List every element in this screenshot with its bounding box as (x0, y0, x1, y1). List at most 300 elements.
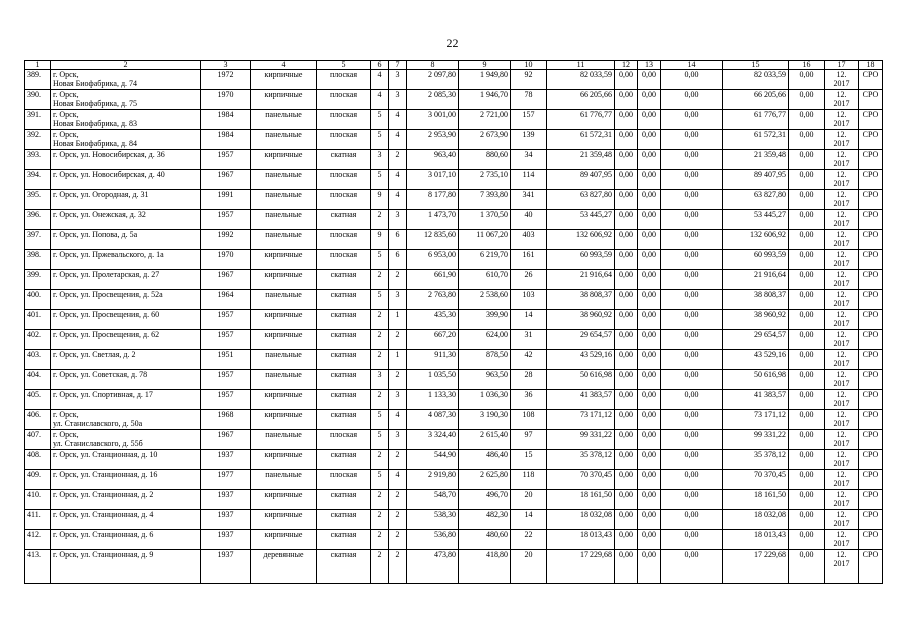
row-number-cell: 410. (25, 490, 51, 510)
row-number-cell: 405. (25, 390, 51, 410)
total-area-cell: 2 953,90 (407, 130, 459, 150)
header-row (25, 61, 883, 70)
residents-cell: 40 (511, 210, 547, 230)
value-cell: 0,00 (615, 230, 638, 250)
roof-type-cell: скатная (317, 310, 371, 330)
residents-cell: 20 (511, 490, 547, 510)
address-cell-line: г. Орск, ул. Светлая, д. 2 (53, 350, 136, 359)
address-cell-line: г. Орск, ул. Станционная, д. 16 (53, 470, 158, 479)
value-cell: 0,00 (638, 110, 661, 130)
deadline-cell-line: 2017 (833, 119, 850, 128)
living-area-cell: 496,70 (459, 490, 511, 510)
year-cell: 1967 (201, 430, 251, 450)
address-cell-line: ул. Станиславского, д. 50а (53, 419, 143, 428)
entrances-cell: 4 (389, 110, 407, 130)
address-cell (51, 230, 201, 250)
value-cell: 0,00 (789, 150, 825, 170)
total-cost-cell: 61 776,77 (547, 110, 615, 130)
row-number-cell: 403. (25, 350, 51, 370)
header-cell: 17 (825, 61, 859, 70)
address-cell-line: Новая Биофабрика, д. 83 (53, 119, 138, 128)
deadline-cell-line: 12. (836, 350, 847, 359)
year-cell: 1970 (201, 250, 251, 270)
entrances-cell: 3 (389, 430, 407, 450)
table-row (25, 530, 883, 550)
value-cell: 0,00 (615, 470, 638, 490)
table-row (25, 170, 883, 190)
living-area-cell: 2 615,40 (459, 430, 511, 450)
value-cell: 0,00 (789, 410, 825, 430)
table-row (25, 110, 883, 130)
value-cell: 0,00 (638, 210, 661, 230)
address-cell-line: г. Орск, ул. Просвещения, д. 62 (53, 330, 160, 339)
value-cell: 0,00 (615, 250, 638, 270)
source-cell: СРО (859, 530, 883, 550)
source-cell: СРО (859, 190, 883, 210)
floors-cell: 2 (371, 530, 389, 550)
floors-cell: 2 (371, 350, 389, 370)
floors-cell: 3 (371, 370, 389, 390)
address-cell-line: г. Орск, ул. Советская, д. 78 (53, 370, 148, 379)
fund-cost-cell: 89 407,95 (723, 170, 789, 190)
deadline-cell (825, 110, 859, 130)
value-cell: 0,00 (789, 250, 825, 270)
address-cell (51, 490, 201, 510)
fund-cost-cell: 35 378,12 (723, 450, 789, 470)
address-cell (51, 470, 201, 490)
deadline-cell-line: 2017 (833, 139, 850, 148)
entrances-cell: 4 (389, 410, 407, 430)
value-cell: 0,00 (615, 310, 638, 330)
address-cell-line: г. Орск, ул. Просвещения, д. 52а (53, 290, 163, 299)
living-area-cell: 624,00 (459, 330, 511, 350)
page-number: 22 (446, 36, 459, 50)
address-cell (51, 170, 201, 190)
header-cell: 4 (251, 61, 317, 70)
value-cell: 0,00 (661, 350, 723, 370)
living-area-cell: 482,30 (459, 510, 511, 530)
total-area-cell: 3 324,40 (407, 430, 459, 450)
wall-material-cell: кирпичные (251, 390, 317, 410)
living-area-cell: 2 735,10 (459, 170, 511, 190)
wall-material-cell: панельные (251, 230, 317, 250)
deadline-cell (825, 290, 859, 310)
total-area-cell: 538,30 (407, 510, 459, 530)
total-cost-cell: 38 808,37 (547, 290, 615, 310)
row-number-cell: 412. (25, 530, 51, 550)
value-cell: 0,00 (789, 230, 825, 250)
value-cell: 0,00 (615, 410, 638, 430)
address-cell (51, 130, 201, 150)
entrances-cell: 2 (389, 490, 407, 510)
address-cell-line: г. Орск, ул. Новосибирская, д. 40 (53, 170, 165, 179)
value-cell: 0,00 (615, 430, 638, 450)
value-cell: 0,00 (661, 370, 723, 390)
floors-cell: 5 (371, 430, 389, 450)
year-cell: 1977 (201, 470, 251, 490)
wall-material-cell: кирпичные (251, 270, 317, 290)
value-cell: 0,00 (789, 510, 825, 530)
address-cell-line: г. Орск, ул. Новосибирская, д. 36 (53, 150, 165, 159)
table-row (25, 310, 883, 330)
value-cell: 0,00 (661, 170, 723, 190)
year-cell: 1957 (201, 330, 251, 350)
address-cell-line: г. Орск, ул. Онежская, д. 32 (53, 210, 146, 219)
total-area-cell: 2 085,30 (407, 90, 459, 110)
fund-cost-cell: 60 993,59 (723, 250, 789, 270)
fund-cost-cell: 61 572,31 (723, 130, 789, 150)
total-area-cell: 2 763,80 (407, 290, 459, 310)
floors-cell: 2 (371, 390, 389, 410)
residents-cell: 14 (511, 510, 547, 530)
deadline-cell (825, 490, 859, 510)
address-cell-line: г. Орск, (53, 70, 79, 79)
floors-cell: 5 (371, 130, 389, 150)
value-cell: 0,00 (615, 490, 638, 510)
table-row (25, 90, 883, 110)
table-row (25, 130, 883, 150)
living-area-cell: 480,60 (459, 530, 511, 550)
deadline-cell-line: 12. (836, 330, 847, 339)
residents-cell: 14 (511, 310, 547, 330)
address-cell-line: г. Орск, (53, 430, 79, 439)
roof-type-cell: плоская (317, 190, 371, 210)
entrances-cell: 1 (389, 350, 407, 370)
deadline-cell-line: 2017 (833, 279, 850, 288)
entrances-cell: 3 (389, 210, 407, 230)
deadline-cell-line: 2017 (833, 459, 850, 468)
value-cell: 0,00 (661, 250, 723, 270)
row-number-cell: 392. (25, 130, 51, 150)
value-cell: 0,00 (638, 530, 661, 550)
living-area-cell: 486,40 (459, 450, 511, 470)
value-cell: 0,00 (789, 470, 825, 490)
address-cell-line: Новая Биофабрика, д. 75 (53, 99, 138, 108)
address-cell-line: Новая Биофабрика, д. 74 (53, 79, 138, 88)
residents-cell: 34 (511, 150, 547, 170)
address-cell-line: г. Орск, ул. Спортивная, д. 17 (53, 390, 153, 399)
value-cell: 0,00 (615, 210, 638, 230)
total-area-cell: 3 001,00 (407, 110, 459, 130)
header-cell: 1 (25, 61, 51, 70)
roof-type-cell: плоская (317, 470, 371, 490)
source-cell: СРО (859, 210, 883, 230)
entrances-cell: 2 (389, 530, 407, 550)
address-cell-line: Новая Биофабрика, д. 84 (53, 139, 138, 148)
deadline-cell-line: 12. (836, 130, 847, 139)
floors-cell: 2 (371, 270, 389, 290)
value-cell: 0,00 (789, 70, 825, 90)
header-cell: 9 (459, 61, 511, 70)
roof-type-cell: плоская (317, 130, 371, 150)
value-cell: 0,00 (661, 510, 723, 530)
deadline-cell-line: 2017 (833, 499, 850, 508)
deadline-cell-line: 12. (836, 90, 847, 99)
entrances-cell: 2 (389, 330, 407, 350)
source-cell: СРО (859, 550, 883, 584)
floors-cell: 5 (371, 470, 389, 490)
year-cell: 1968 (201, 410, 251, 430)
total-cost-cell: 18 161,50 (547, 490, 615, 510)
header-cell: 8 (407, 61, 459, 70)
value-cell: 0,00 (638, 230, 661, 250)
value-cell: 0,00 (615, 370, 638, 390)
floors-cell: 5 (371, 110, 389, 130)
living-area-cell: 1 946,70 (459, 90, 511, 110)
value-cell: 0,00 (661, 310, 723, 330)
total-cost-cell: 17 229,68 (547, 550, 615, 584)
address-cell-line: г. Орск, ул. Станционная, д. 9 (53, 550, 154, 559)
value-cell: 0,00 (615, 550, 638, 584)
year-cell: 1937 (201, 550, 251, 584)
value-cell: 0,00 (789, 170, 825, 190)
total-area-cell: 435,30 (407, 310, 459, 330)
living-area-cell: 880,60 (459, 150, 511, 170)
value-cell: 0,00 (661, 230, 723, 250)
table-row (25, 190, 883, 210)
address-cell (51, 450, 201, 470)
deadline-cell (825, 70, 859, 90)
residents-cell: 161 (511, 250, 547, 270)
row-number-cell: 399. (25, 270, 51, 290)
header-cell: 11 (547, 61, 615, 70)
deadline-cell-line: 2017 (833, 159, 850, 168)
value-cell: 0,00 (638, 490, 661, 510)
residents-cell: 26 (511, 270, 547, 290)
roof-type-cell: скатная (317, 350, 371, 370)
fund-cost-cell: 21 916,64 (723, 270, 789, 290)
fund-cost-cell: 21 359,48 (723, 150, 789, 170)
residents-cell: 403 (511, 230, 547, 250)
value-cell: 0,00 (638, 550, 661, 584)
deadline-cell (825, 410, 859, 430)
header-cell: 10 (511, 61, 547, 70)
year-cell: 1957 (201, 150, 251, 170)
deadline-cell-line: 2017 (833, 179, 850, 188)
value-cell: 0,00 (615, 270, 638, 290)
wall-material-cell: панельные (251, 470, 317, 490)
deadline-cell-line: 2017 (833, 319, 850, 328)
deadline-cell-line: 12. (836, 190, 847, 199)
deadline-cell-line: 2017 (833, 559, 850, 568)
deadline-cell-line: 2017 (833, 379, 850, 388)
header-cell: 6 (371, 61, 389, 70)
value-cell: 0,00 (615, 150, 638, 170)
year-cell: 1951 (201, 350, 251, 370)
floors-cell: 9 (371, 190, 389, 210)
address-cell-line: г. Орск, ул. Пржевальского, д. 1а (53, 250, 164, 259)
value-cell: 0,00 (661, 450, 723, 470)
deadline-cell-line: 2017 (833, 99, 850, 108)
table-row (25, 470, 883, 490)
address-cell-line: г. Орск, (53, 90, 79, 99)
address-cell (51, 150, 201, 170)
residents-cell: 20 (511, 550, 547, 584)
header-cell: 5 (317, 61, 371, 70)
deadline-cell-line: 12. (836, 430, 847, 439)
row-number-cell: 402. (25, 330, 51, 350)
roof-type-cell: плоская (317, 230, 371, 250)
address-cell (51, 290, 201, 310)
deadline-cell-line: 2017 (833, 219, 850, 228)
row-number-cell: 394. (25, 170, 51, 190)
deadline-cell-line: 12. (836, 110, 847, 119)
address-cell (51, 530, 201, 550)
wall-material-cell: панельные (251, 290, 317, 310)
source-cell: СРО (859, 470, 883, 490)
year-cell: 1957 (201, 390, 251, 410)
total-area-cell: 911,30 (407, 350, 459, 370)
deadline-cell-line: 2017 (833, 439, 850, 448)
address-cell-line: г. Орск, (53, 110, 79, 119)
row-number-cell: 395. (25, 190, 51, 210)
value-cell: 0,00 (615, 390, 638, 410)
deadline-cell (825, 350, 859, 370)
wall-material-cell: кирпичные (251, 90, 317, 110)
value-cell: 0,00 (638, 190, 661, 210)
row-number-cell: 390. (25, 90, 51, 110)
total-area-cell: 2 097,80 (407, 70, 459, 90)
fund-cost-cell: 132 606,92 (723, 230, 789, 250)
wall-material-cell: кирпичные (251, 70, 317, 90)
year-cell: 1957 (201, 310, 251, 330)
wall-material-cell: панельные (251, 210, 317, 230)
floors-cell: 2 (371, 310, 389, 330)
total-area-cell: 548,70 (407, 490, 459, 510)
address-cell (51, 210, 201, 230)
row-number-cell: 396. (25, 210, 51, 230)
living-area-cell: 963,50 (459, 370, 511, 390)
deadline-cell (825, 470, 859, 490)
total-area-cell: 1 473,70 (407, 210, 459, 230)
row-number-cell: 397. (25, 230, 51, 250)
roof-type-cell: скатная (317, 370, 371, 390)
roof-type-cell: скатная (317, 290, 371, 310)
address-cell (51, 510, 201, 530)
total-area-cell: 1 035,50 (407, 370, 459, 390)
housing-register-table (24, 60, 883, 584)
value-cell: 0,00 (638, 310, 661, 330)
source-cell: СРО (859, 450, 883, 470)
roof-type-cell: скатная (317, 390, 371, 410)
total-area-cell: 8 177,80 (407, 190, 459, 210)
address-cell-line: г. Орск, ул. Станционная, д. 6 (53, 530, 154, 539)
value-cell: 0,00 (638, 170, 661, 190)
value-cell: 0,00 (638, 270, 661, 290)
header-cell: 14 (661, 61, 723, 70)
fund-cost-cell: 18 032,08 (723, 510, 789, 530)
wall-material-cell: кирпичные (251, 530, 317, 550)
value-cell: 0,00 (661, 210, 723, 230)
source-cell: СРО (859, 430, 883, 450)
living-area-cell: 399,90 (459, 310, 511, 330)
roof-type-cell: плоская (317, 110, 371, 130)
entrances-cell: 2 (389, 450, 407, 470)
value-cell: 0,00 (789, 90, 825, 110)
deadline-cell-line: 2017 (833, 419, 850, 428)
table-row (25, 510, 883, 530)
deadline-cell-line: 2017 (833, 339, 850, 348)
wall-material-cell: кирпичные (251, 410, 317, 430)
roof-type-cell: плоская (317, 70, 371, 90)
roof-type-cell: скатная (317, 270, 371, 290)
total-cost-cell: 35 378,12 (547, 450, 615, 470)
living-area-cell: 1 370,50 (459, 210, 511, 230)
entrances-cell: 4 (389, 130, 407, 150)
value-cell: 0,00 (661, 530, 723, 550)
wall-material-cell: кирпичные (251, 330, 317, 350)
total-cost-cell: 41 383,57 (547, 390, 615, 410)
source-cell: СРО (859, 170, 883, 190)
value-cell: 0,00 (789, 450, 825, 470)
deadline-cell (825, 430, 859, 450)
value-cell: 0,00 (638, 510, 661, 530)
entrances-cell: 3 (389, 290, 407, 310)
table-row (25, 150, 883, 170)
deadline-cell (825, 550, 859, 584)
total-cost-cell: 66 205,66 (547, 90, 615, 110)
roof-type-cell: плоская (317, 250, 371, 270)
value-cell: 0,00 (615, 130, 638, 150)
deadline-cell-line: 12. (836, 250, 847, 259)
value-cell: 0,00 (661, 90, 723, 110)
total-cost-cell: 99 331,22 (547, 430, 615, 450)
value-cell: 0,00 (615, 530, 638, 550)
row-number-cell: 401. (25, 310, 51, 330)
value-cell: 0,00 (638, 90, 661, 110)
table-row (25, 290, 883, 310)
living-area-cell: 2 625,80 (459, 470, 511, 490)
residents-cell: 28 (511, 370, 547, 390)
total-area-cell: 12 835,60 (407, 230, 459, 250)
year-cell: 1992 (201, 230, 251, 250)
total-cost-cell: 63 827,80 (547, 190, 615, 210)
floors-cell: 2 (371, 330, 389, 350)
year-cell: 1967 (201, 270, 251, 290)
deadline-cell-line: 2017 (833, 259, 850, 268)
wall-material-cell: кирпичные (251, 150, 317, 170)
value-cell: 0,00 (661, 470, 723, 490)
roof-type-cell: скатная (317, 550, 371, 584)
living-area-cell: 1 036,30 (459, 390, 511, 410)
value-cell: 0,00 (638, 430, 661, 450)
fund-cost-cell: 18 013,43 (723, 530, 789, 550)
value-cell: 0,00 (789, 550, 825, 584)
value-cell: 0,00 (661, 190, 723, 210)
residents-cell: 15 (511, 450, 547, 470)
deadline-cell-line: 12. (836, 150, 847, 159)
total-area-cell: 661,90 (407, 270, 459, 290)
entrances-cell: 6 (389, 250, 407, 270)
header-cell: 18 (859, 61, 883, 70)
table-row (25, 430, 883, 450)
value-cell: 0,00 (615, 510, 638, 530)
fund-cost-cell: 41 383,57 (723, 390, 789, 410)
total-cost-cell: 89 407,95 (547, 170, 615, 190)
year-cell: 1964 (201, 290, 251, 310)
year-cell: 1937 (201, 450, 251, 470)
living-area-cell: 2 538,60 (459, 290, 511, 310)
address-cell-line: г. Орск, ул. Пролетарская, д. 27 (53, 270, 160, 279)
table-row (25, 350, 883, 370)
address-cell (51, 370, 201, 390)
fund-cost-cell: 38 808,37 (723, 290, 789, 310)
row-number-cell: 408. (25, 450, 51, 470)
floors-cell: 5 (371, 170, 389, 190)
value-cell: 0,00 (638, 70, 661, 90)
deadline-cell-line: 12. (836, 70, 847, 79)
fund-cost-cell: 17 229,68 (723, 550, 789, 584)
